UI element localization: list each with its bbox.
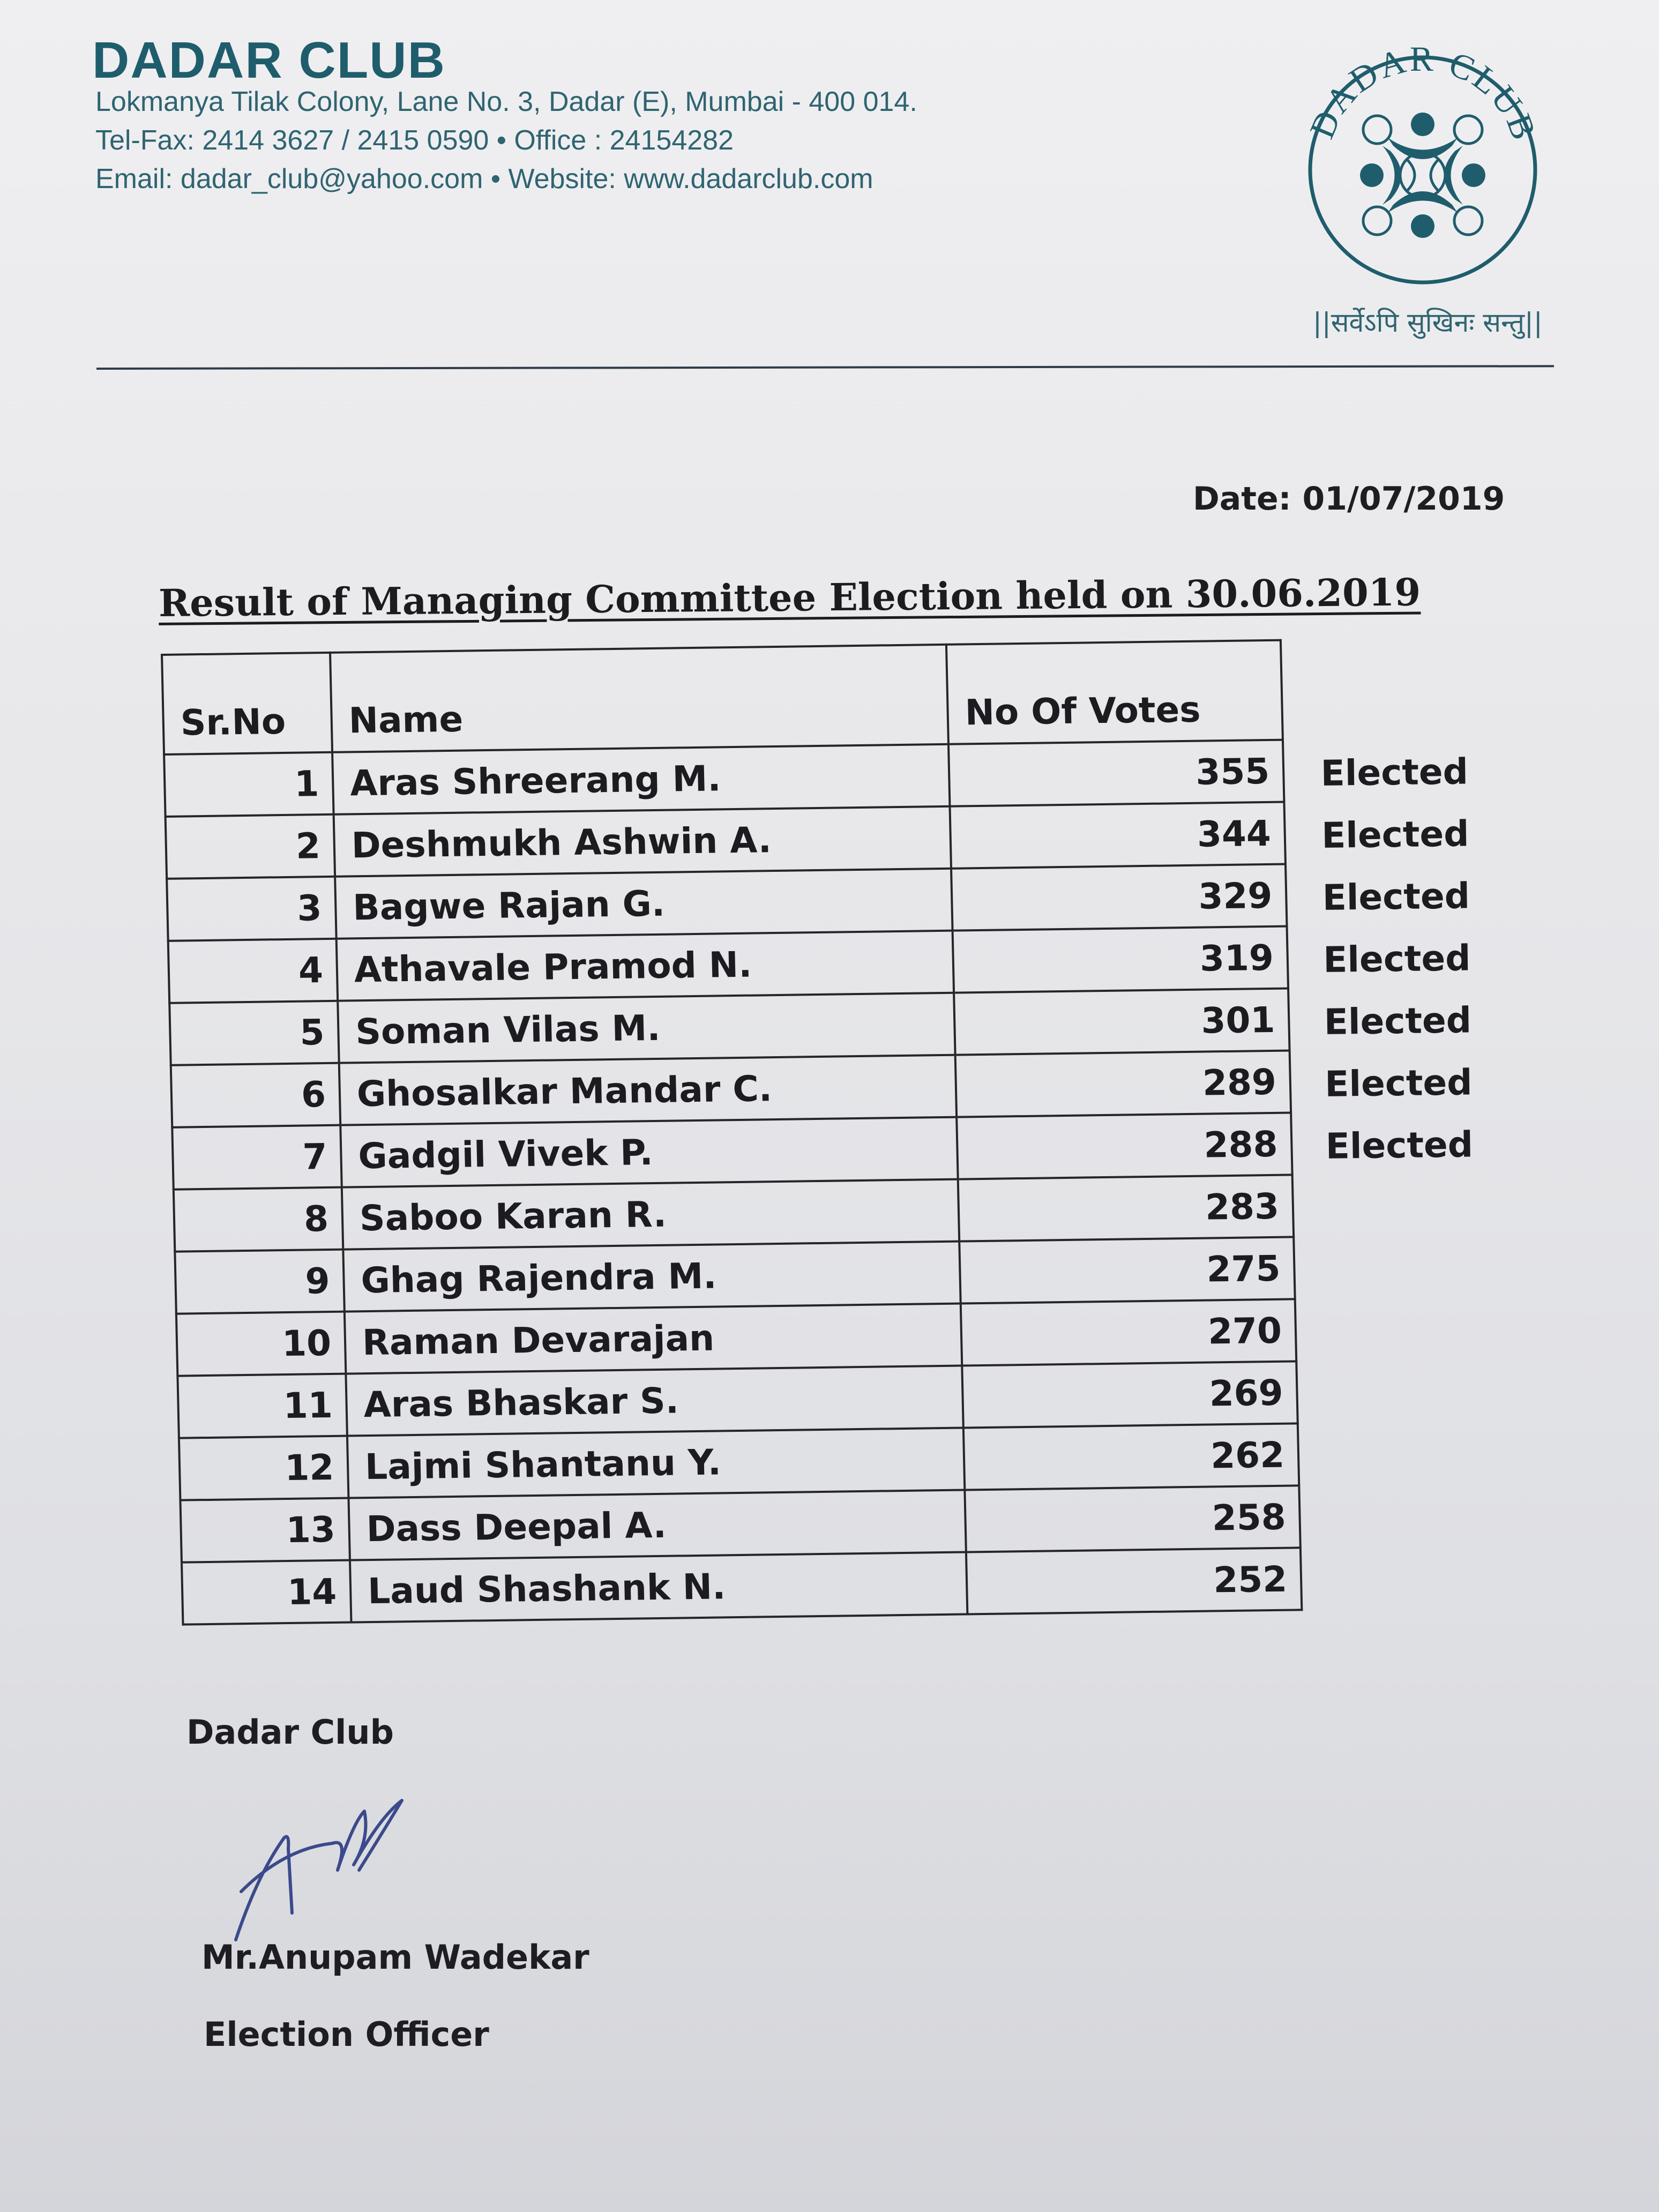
- signature: [225, 1779, 450, 1961]
- cell-votes: 301: [954, 989, 1289, 1055]
- cell-sr-no: 10: [176, 1312, 346, 1376]
- org-address: Lokmanya Tilak Colony, Lane No. 3, Dadar (E), Mumbai - 400 014.: [95, 86, 917, 117]
- cell-votes: 344: [950, 802, 1286, 869]
- cell-name: Gadgil Vivek P.: [340, 1117, 958, 1187]
- status-label: Elected: [1324, 999, 1472, 1043]
- cell-votes: 269: [962, 1361, 1297, 1428]
- status-label: Elected: [1322, 875, 1470, 918]
- header-sr-no: Sr.No: [162, 653, 332, 754]
- cell-name: Bagwe Rajan G.: [335, 869, 952, 939]
- cell-name: Ghosalkar Mandar C.: [339, 1055, 956, 1125]
- cell-sr-no: 11: [177, 1374, 347, 1438]
- cell-sr-no: 2: [166, 814, 335, 879]
- results-table-wrapper: [161, 639, 1303, 1626]
- cell-votes: 289: [955, 1050, 1291, 1117]
- cell-name: Athavale Pramod N.: [337, 931, 954, 1001]
- cell-name: Lajmi Shantanu Y.: [347, 1428, 965, 1498]
- status-label: Elected: [1324, 1062, 1473, 1105]
- club-motto: ||सर्वेऽपि सुखिनः सन्तु||: [1313, 307, 1543, 338]
- cell-sr-no: 12: [179, 1436, 349, 1500]
- cell-sr-no: 9: [175, 1250, 345, 1314]
- logo-text: DADAR CLUB: [1302, 39, 1544, 147]
- officer-name: Mr.Anupam Wadekar: [201, 1938, 589, 1977]
- cell-name: Saboo Karan R.: [342, 1179, 959, 1250]
- header-votes: No Of Votes: [946, 640, 1283, 744]
- header-name: Name: [330, 645, 948, 752]
- cell-sr-no: 1: [164, 752, 334, 817]
- cell-votes: 270: [961, 1299, 1296, 1365]
- cell-votes: 252: [966, 1548, 1302, 1614]
- cell-name: Aras Shreerang M.: [332, 744, 950, 814]
- document-heading: Result of Managing Committee Election held on 30.06.2019: [158, 570, 1421, 625]
- status-label: Elected: [1320, 751, 1469, 794]
- document-date: Date: 01/07/2019: [1193, 480, 1505, 518]
- cell-name: Laud Shashank N.: [350, 1552, 967, 1622]
- org-phone: Tel-Fax: 2414 3627 / 2415 0590 • Office : 24154282: [95, 125, 734, 156]
- cell-votes: 329: [951, 864, 1287, 931]
- cell-sr-no: 6: [171, 1063, 341, 1127]
- status-label: Elected: [1321, 813, 1469, 856]
- cell-votes: 319: [953, 926, 1288, 993]
- cell-sr-no: 14: [182, 1560, 352, 1625]
- results-table: [161, 639, 1303, 1626]
- cell-sr-no: 13: [180, 1498, 350, 1563]
- cell-votes: 283: [958, 1175, 1294, 1241]
- status-label: Elected: [1325, 1124, 1474, 1167]
- cell-name: Soman Vilas M.: [338, 993, 955, 1063]
- cell-sr-no: 8: [174, 1187, 343, 1252]
- cell-sr-no: 3: [167, 877, 337, 941]
- org-name: DADAR CLUB: [92, 32, 446, 89]
- org-contact: Email: dadar_club@yahoo.com • Website: www.dadarclub.com: [95, 163, 873, 195]
- status-label: Elected: [1322, 937, 1471, 981]
- officer-title: Election Officer: [204, 2015, 489, 2054]
- table-header-row: [162, 640, 1283, 754]
- cell-sr-no: 5: [169, 1001, 339, 1065]
- cell-votes: 288: [956, 1112, 1292, 1179]
- cell-name: Raman Devarajan: [345, 1304, 962, 1374]
- cell-name: Deshmukh Ashwin A.: [334, 806, 951, 877]
- club-logo: [1297, 39, 1549, 290]
- cell-votes: 355: [948, 740, 1284, 806]
- cell-votes: 258: [965, 1485, 1300, 1552]
- cell-sr-no: 7: [172, 1125, 342, 1190]
- cell-name: Ghag Rajendra M.: [343, 1242, 960, 1312]
- signatory-club: Dadar Club: [186, 1713, 394, 1752]
- status-column: [1320, 741, 1474, 1178]
- cell-name: Aras Bhaskar S.: [346, 1366, 963, 1436]
- cell-name: Dass Deepal A.: [348, 1490, 966, 1560]
- cell-sr-no: 4: [168, 939, 338, 1003]
- cell-votes: 275: [959, 1237, 1295, 1303]
- cell-votes: 262: [963, 1423, 1299, 1490]
- letterhead-divider: [96, 365, 1554, 370]
